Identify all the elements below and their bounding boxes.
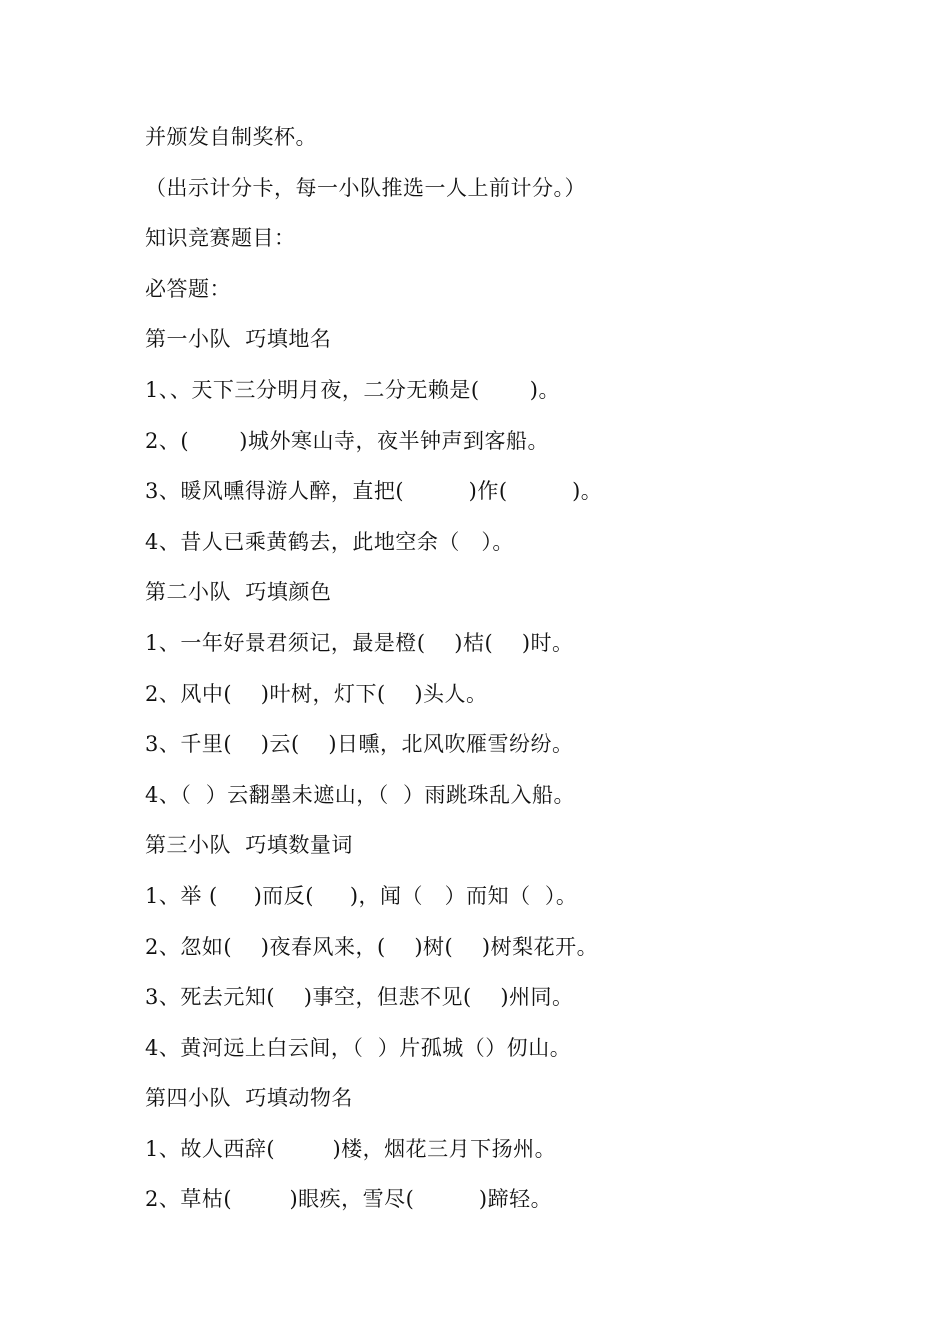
team-heading: 第二小队 巧填颜色 — [145, 580, 332, 605]
question-line: 3、死去元知( )事空，但悲不见( )州同。 — [145, 985, 574, 1010]
question-line: 4、黄河远上白云间，（ ）片孤城（）仞山。 — [145, 1035, 572, 1060]
document-body — [145, 118, 905, 1231]
team-heading: 第三小队 巧填数量词 — [145, 833, 353, 858]
question-line: 1、、天下三分明月夜，二分无赖是( )。 — [145, 377, 560, 402]
section-heading: 必答题： — [145, 276, 231, 301]
question-line: 2、( )城外寒山寺，夜半钟声到客船。 — [145, 428, 549, 453]
question-line: 3、千里( )云( )日曛，北风吹雁雪纷纷。 — [145, 732, 574, 757]
text-line: 并颁发自制奖杯。 — [145, 125, 317, 149]
question-line: 2、忽如( )夜春风来，( )树( )树梨花开。 — [145, 934, 599, 959]
team-heading: 第四小队 巧填动物名 — [145, 1086, 353, 1111]
question-line: 4、昔人已乘黄鹤去，此地空余（ ）。 — [145, 529, 514, 554]
question-line: 3、暖风曛得游人醉，直把( )作( )。 — [145, 479, 603, 504]
text-line: （出示计分卡，每一小队推选一人上前计分。） — [145, 175, 586, 200]
team-heading: 第一小队 巧填地名 — [145, 327, 332, 352]
question-line: 2、草枯( )眼疾，雪尽( )蹄轻。 — [145, 1187, 553, 1212]
question-line: 1、举 ( )而反( )，闻（ ）而知（ ）。 — [145, 883, 578, 908]
question-line: 1、一年好景君须记，最是橙( )桔( )时。 — [145, 630, 574, 655]
question-line: 4、（ ）云翻墨未遮山，（ ）雨跳珠乱入船。 — [145, 782, 576, 807]
question-line: 1、故人西辞( )楼，烟花三月下扬州。 — [145, 1136, 557, 1161]
section-heading: 知识竞赛题目： — [145, 226, 296, 251]
question-line: 2、风中( )叶树，灯下( )头人。 — [145, 681, 488, 706]
